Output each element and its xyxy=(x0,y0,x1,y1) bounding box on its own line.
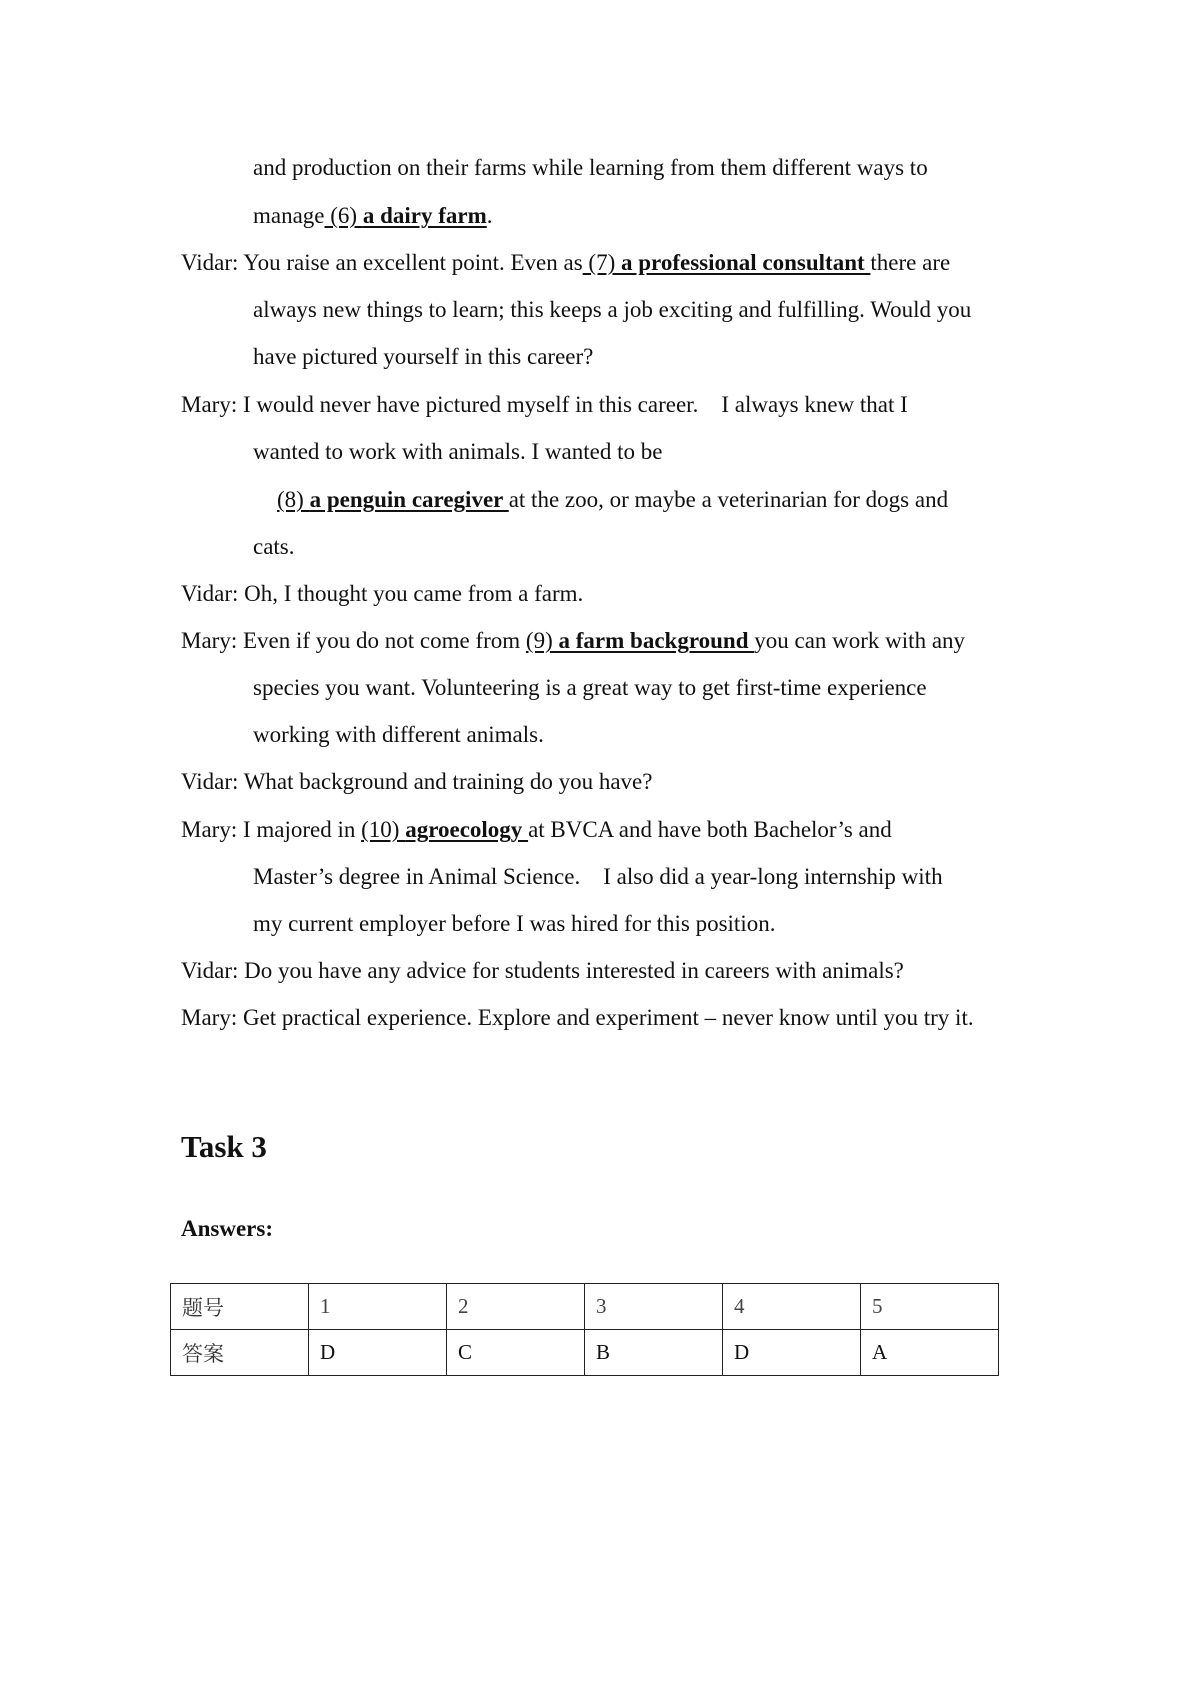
line-text: species you want. Volunteering is a great way to get first-time experience xyxy=(253,675,927,700)
answers-label: Answers: xyxy=(181,1216,273,1241)
blank-number: (10) xyxy=(361,817,406,842)
answer-blank-8 xyxy=(277,487,509,512)
table-row-question-numbers xyxy=(171,1284,999,1330)
dialogue-line xyxy=(181,626,965,656)
line-text: at BVCA and have both Bachelor’s and xyxy=(528,817,892,842)
table-cell-answer: D xyxy=(309,1330,447,1376)
dialogue-line xyxy=(253,153,928,183)
line-text: Vidar: You raise an excellent point. Even as xyxy=(181,250,583,275)
dialogue-line xyxy=(181,815,892,845)
table-cell-number: 1 xyxy=(309,1284,447,1330)
line-text: you can work with any xyxy=(754,628,966,653)
line-text: Vidar: Do you have any advice for students interested in careers with animals? xyxy=(181,958,904,983)
table-cell-answer: B xyxy=(585,1330,723,1376)
line-text: Master’s degree in Animal Science. I also did a year-long internship with xyxy=(253,864,943,889)
table-cell-answer: C xyxy=(447,1330,585,1376)
line-text: Vidar: What background and training do you have? xyxy=(181,769,653,794)
dialogue-line xyxy=(181,390,908,420)
dialogue-line xyxy=(253,437,662,467)
answer-blank-7 xyxy=(583,250,871,275)
line-text: Vidar: Oh, I thought you came from a farm. xyxy=(181,581,584,606)
table-cell-number: 5 xyxy=(861,1284,999,1330)
blank-number: (8) xyxy=(277,487,310,512)
dialogue-line xyxy=(253,862,943,892)
table-cell-number: 4 xyxy=(723,1284,861,1330)
dialogue-line xyxy=(253,201,493,231)
dialogue-line xyxy=(181,956,904,986)
table-header-answer: 答案 xyxy=(171,1330,309,1376)
dialogue-line xyxy=(253,295,971,325)
line-text: manage xyxy=(253,203,325,228)
line-text: have pictured yourself in this career? xyxy=(253,344,594,369)
table-cell-answer: A xyxy=(861,1330,999,1376)
table-cell-answer: D xyxy=(723,1330,861,1376)
dialogue-line xyxy=(253,720,544,750)
answer-table xyxy=(170,1283,999,1376)
line-text: Mary: I majored in xyxy=(181,817,362,842)
dialogue-line xyxy=(181,1003,974,1033)
line-text: cats. xyxy=(253,534,295,559)
table-cell-number: 3 xyxy=(585,1284,723,1330)
answer-blank-10 xyxy=(361,817,528,842)
line-text: . xyxy=(486,203,493,228)
dialogue-line xyxy=(253,909,775,939)
blank-number: (6) xyxy=(324,203,363,228)
line-text: my current employer before I was hired for this position. xyxy=(253,911,776,936)
line-text: at the zoo, or maybe a veterinarian for dogs and xyxy=(508,487,949,512)
dialogue-line xyxy=(253,673,927,703)
table-cell-number: 2 xyxy=(447,1284,585,1330)
blank-answer: a penguin caregiver xyxy=(309,487,509,512)
line-text: always new things to learn; this keeps a job exciting and fulfilling. Would you xyxy=(253,297,972,322)
dialogue-line xyxy=(181,767,652,797)
line-text: Mary: Even if you do not come from xyxy=(181,628,526,653)
dialogue-line xyxy=(277,485,948,515)
dialogue-line xyxy=(253,342,593,372)
blank-answer: a dairy farm xyxy=(362,203,487,228)
table-header-question-number: 题号 xyxy=(171,1284,309,1330)
dialogue-line xyxy=(181,579,583,609)
blank-answer: a professional consultant xyxy=(621,250,871,275)
blank-number: (9) xyxy=(525,628,559,653)
blank-answer: a farm background xyxy=(558,628,755,653)
answer-blank-9 xyxy=(526,628,754,653)
dialogue-line xyxy=(181,248,950,278)
blank-number: (7) xyxy=(582,250,621,275)
table-row-answers xyxy=(171,1330,999,1376)
task-heading: Task 3 xyxy=(181,1129,267,1164)
line-text: Mary: Get practical experience. Explore and experiment – never know until you try it. xyxy=(181,1005,974,1030)
line-text: working with different animals. xyxy=(253,722,544,747)
line-text: there are xyxy=(870,250,951,275)
line-text: Mary: I would never have pictured myself in this career. I always knew that I xyxy=(181,392,908,417)
blank-answer: agroecology xyxy=(405,817,529,842)
line-text: wanted to work with animals. I wanted to be xyxy=(253,439,663,464)
dialogue-line xyxy=(253,532,295,562)
line-text: and production on their farms while learning from them different ways to xyxy=(253,155,928,180)
answer-blank-6 xyxy=(325,203,487,228)
